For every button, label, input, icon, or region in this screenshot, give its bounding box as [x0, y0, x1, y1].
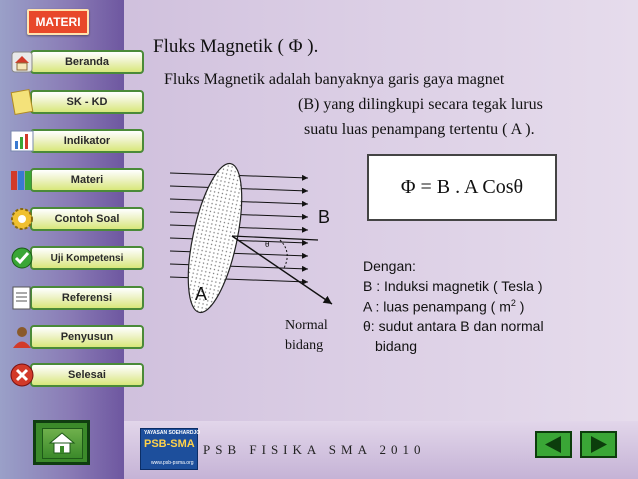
legend-theta-cont: bidang	[375, 338, 418, 354]
nav-materi-button[interactable]	[8, 166, 138, 194]
label-b: B	[318, 207, 331, 227]
formula-box: Φ = B . A Cosθ	[367, 154, 557, 221]
arrow-left-icon	[537, 433, 570, 456]
chart-icon	[8, 127, 36, 155]
normal-vector	[232, 236, 332, 304]
logo-small-text: YAYASAN SOEHARDJO	[144, 430, 201, 436]
nav-referensi-label: Referensi	[30, 286, 144, 310]
next-button[interactable]	[580, 431, 617, 458]
home-button[interactable]	[33, 420, 90, 465]
nav-selesai-label: Selesai	[30, 363, 144, 387]
house-icon	[46, 431, 78, 455]
legend-a-end: )	[515, 298, 525, 315]
nav-contoh-soal-button[interactable]	[8, 205, 138, 233]
previous-button[interactable]	[535, 431, 572, 458]
document-icon	[8, 284, 36, 312]
flux-diagram	[160, 160, 370, 360]
nav-selesai-button[interactable]	[8, 361, 138, 389]
definition-line-2: (B) yang dilingkupi secara tegak lurus	[298, 96, 543, 113]
house-icon	[8, 48, 36, 76]
materi-tag: MATERI	[27, 9, 89, 35]
nav-indikator-label: Indikator	[30, 129, 144, 153]
nav-materi-label: Materi	[30, 168, 144, 192]
nav-penyusun-label: Penyusun	[30, 325, 144, 349]
psb-sma-logo	[140, 428, 201, 470]
nav-skkd-button[interactable]	[8, 88, 138, 116]
nav-contoh-soal-label: Contoh Soal	[30, 207, 144, 231]
gear-icon	[8, 205, 36, 233]
legend-a-sup: 2	[510, 298, 516, 308]
logo-url-text: www.psb-psma.org	[151, 460, 194, 466]
close-icon	[8, 361, 36, 389]
legend-a-text: A : luas penampang ( m	[363, 298, 511, 315]
nav-penyusun-button[interactable]	[8, 323, 138, 351]
label-a: A	[195, 284, 208, 304]
legend-a	[363, 298, 524, 315]
person-icon	[8, 323, 36, 351]
normal-label-1: Normal	[285, 318, 328, 333]
nav-uji-kompetensi-label: Uji Kompetensi	[30, 246, 144, 270]
legend-heading: Dengan:	[363, 258, 416, 274]
nav-indikator-button[interactable]	[8, 127, 138, 155]
nav-referensi-button[interactable]	[8, 284, 138, 312]
check-icon	[8, 244, 36, 272]
page-title: Fluks Magnetik ( Φ ).	[153, 36, 319, 57]
normal-label-2: bidang	[285, 338, 324, 353]
footer-text: PSB FISIKA SMA 2010	[203, 442, 426, 457]
arrow-right-icon	[582, 433, 615, 456]
logo-main-text: PSB-SMA	[144, 438, 195, 450]
nav-skkd-label: SK - KD	[30, 90, 144, 114]
nav-beranda-label: Beranda	[30, 50, 144, 74]
books-icon	[8, 166, 36, 194]
definition-line-1: Fluks Magnetik adalah banyaknya garis gaya magnet	[164, 71, 505, 88]
legend-b: B : Induksi magnetik ( Tesla )	[363, 278, 543, 294]
nav-beranda-button[interactable]	[8, 48, 138, 76]
nav-uji-kompetensi-button[interactable]	[8, 244, 138, 272]
legend-theta: θ: sudut antara B dan normal	[363, 318, 544, 334]
definition-line-3: suatu luas penampang tertentu ( A ).	[304, 121, 535, 138]
note-icon	[8, 88, 36, 116]
label-theta: θ	[265, 240, 270, 249]
